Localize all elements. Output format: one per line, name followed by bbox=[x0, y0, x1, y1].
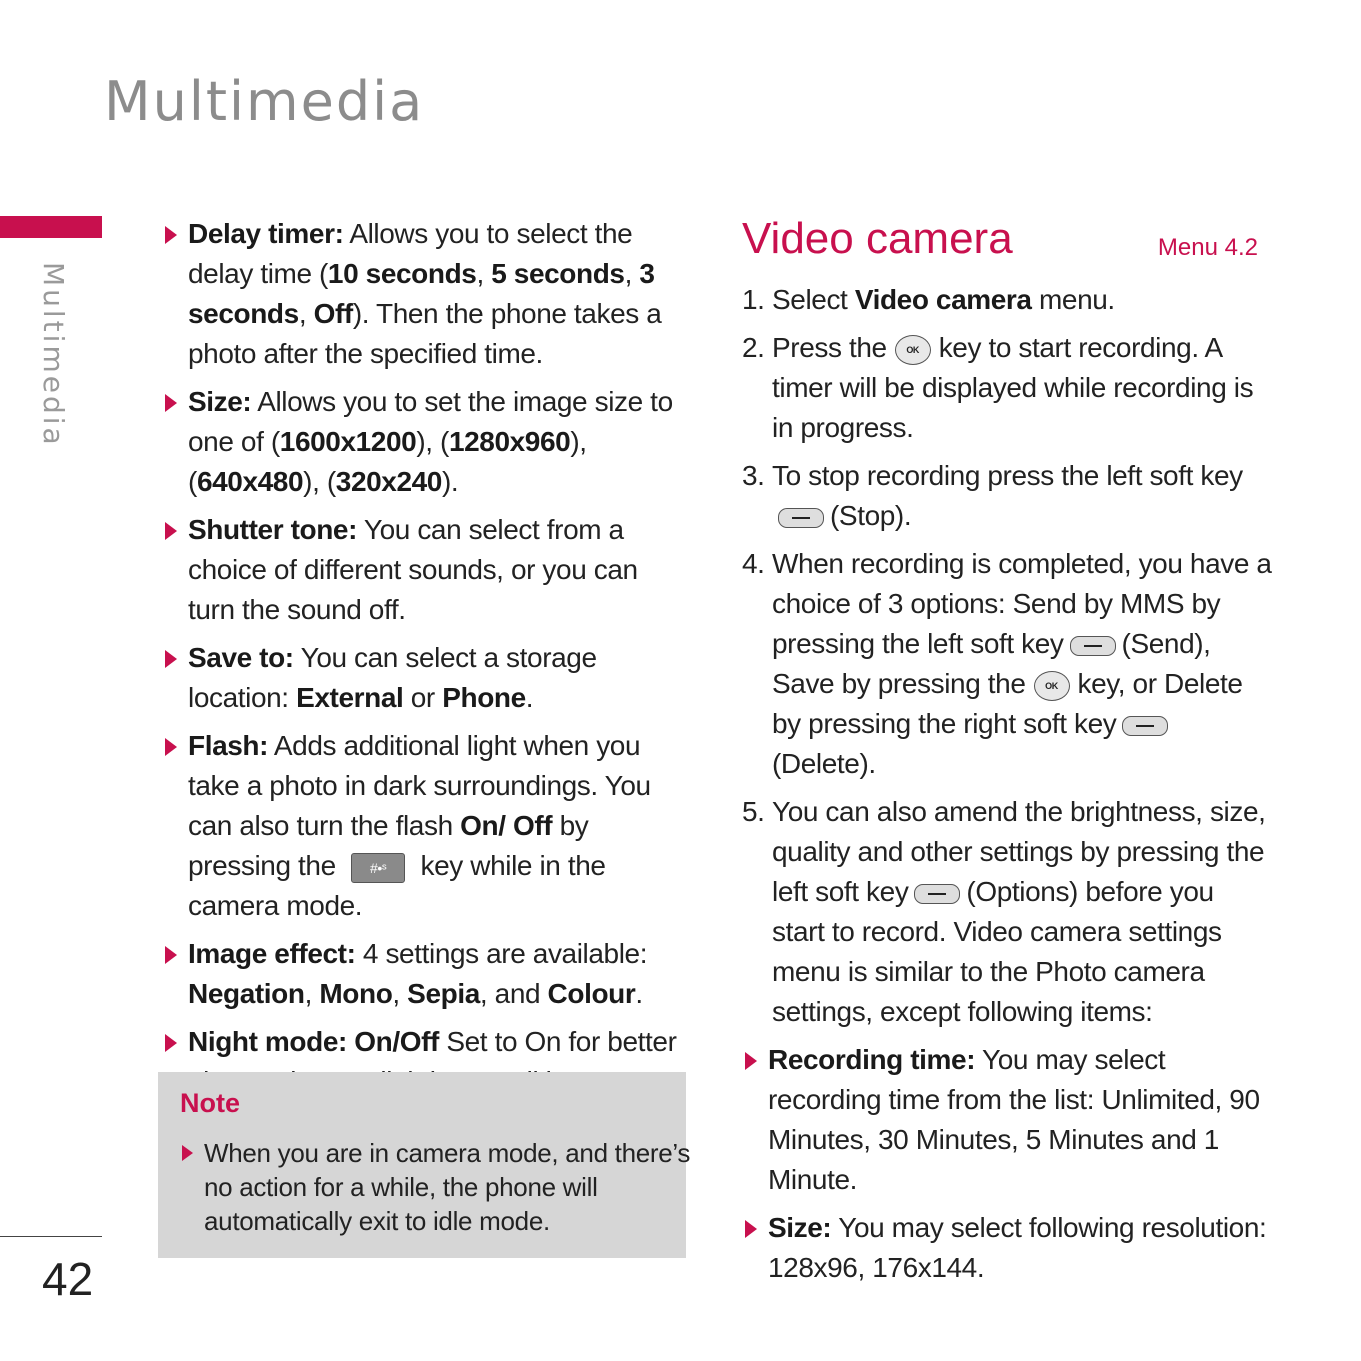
separator: ), ( bbox=[416, 426, 449, 457]
setting-label: Image effect: bbox=[188, 938, 356, 969]
option-value: Negation bbox=[188, 978, 305, 1009]
ok-key-icon: OK bbox=[895, 335, 931, 365]
bullet-arrow-icon bbox=[745, 1052, 757, 1070]
setting-image-effect bbox=[162, 934, 690, 1014]
setting-label: Size: bbox=[188, 386, 252, 417]
setting-recording-time bbox=[742, 1040, 1272, 1200]
step-number: 4. bbox=[742, 548, 765, 579]
page-number: 42 bbox=[42, 1253, 94, 1305]
option-value: Sepia bbox=[407, 978, 480, 1009]
setting-save-to bbox=[162, 638, 690, 718]
step-text: (Options) before you start to record. Video camera settings menu is similar to the Photo camera settings, except following items: bbox=[772, 876, 1222, 1027]
setting-text: You may select recording time from the list: Unlimited, 90 Minutes, 30 Minutes, 5 Minutes and 1 Minute. bbox=[768, 1044, 1260, 1195]
side-section-label: Multimedia bbox=[37, 262, 70, 448]
step-3 bbox=[742, 456, 1272, 536]
bullet-arrow-icon bbox=[165, 738, 177, 756]
setting-label: Shutter tone: bbox=[188, 514, 358, 545]
right-soft-key-icon bbox=[1122, 716, 1168, 736]
step-1 bbox=[742, 280, 1272, 320]
setting-flash bbox=[162, 726, 690, 926]
step-text: key, or Delete by pressing the right soft key bbox=[772, 668, 1243, 739]
bullet-arrow-icon bbox=[182, 1145, 193, 1161]
option-value: 3 seconds bbox=[188, 258, 655, 329]
setting-text: Allows you to select the delay time ( bbox=[188, 218, 633, 289]
section-title: Video camera bbox=[742, 214, 1013, 263]
option-value: Phone bbox=[442, 682, 526, 713]
section-header bbox=[742, 214, 1272, 280]
step-text: menu. bbox=[1031, 284, 1115, 315]
video-settings-list bbox=[742, 1040, 1272, 1288]
option-value: 320x240 bbox=[335, 466, 442, 497]
setting-label: Size: bbox=[768, 1212, 832, 1243]
setting-text: . bbox=[635, 978, 643, 1009]
bullet-arrow-icon bbox=[165, 650, 177, 668]
page-title: Multimedia bbox=[104, 70, 425, 133]
separator: , bbox=[304, 978, 320, 1009]
setting-label: Delay timer: bbox=[188, 218, 344, 249]
step-text: key to start recording. A timer will be displayed while recording is in progress. bbox=[772, 332, 1254, 443]
option-value: 640x480 bbox=[196, 466, 304, 497]
setting-video-size bbox=[742, 1208, 1272, 1288]
setting-text: You can select from a choice of different sounds, or you can turn the sound off. bbox=[188, 514, 638, 625]
separator: , bbox=[624, 258, 640, 289]
setting-delay-timer bbox=[162, 214, 690, 374]
left-soft-key-icon bbox=[914, 884, 960, 904]
step-number: 1. bbox=[742, 284, 765, 315]
separator: , and bbox=[479, 978, 548, 1009]
hash-key-icon: #•ˢ bbox=[351, 853, 405, 883]
menu-reference: Menu 4.2 bbox=[1157, 234, 1258, 261]
separator: ), ( bbox=[303, 466, 336, 497]
step-text: Select bbox=[772, 284, 855, 315]
step-text: (Delete). bbox=[772, 748, 876, 779]
setting-text: . bbox=[525, 682, 534, 713]
option-value: External bbox=[296, 682, 404, 713]
setting-text: ). bbox=[441, 466, 459, 497]
setting-text: by pressing the bbox=[188, 810, 589, 881]
setting-label: Recording time: bbox=[768, 1044, 976, 1075]
setting-shutter-tone bbox=[162, 510, 690, 630]
setting-label: Night mode: On/Off bbox=[188, 1026, 439, 1057]
step-text: (Send), Save by pressing the bbox=[772, 628, 1211, 699]
option-value: Colour bbox=[547, 978, 636, 1009]
left-column bbox=[162, 214, 690, 1110]
option-value: 1600x1200 bbox=[279, 426, 417, 457]
footer-rule bbox=[0, 1236, 102, 1237]
setting-label: Flash: bbox=[188, 730, 269, 761]
note-title: Note bbox=[180, 1088, 240, 1118]
right-column bbox=[742, 214, 1272, 1296]
setting-text: ). Then the phone takes a photo after the specified time. bbox=[188, 298, 662, 369]
note-text: When you are in camera mode, and there’s no action for a while, the phone will automatically exit to idle mode. bbox=[204, 1138, 691, 1236]
option-value: Off bbox=[313, 298, 353, 329]
option-value: 5 seconds bbox=[491, 258, 625, 289]
separator: ), ( bbox=[188, 426, 587, 497]
step-2 bbox=[742, 328, 1272, 448]
bullet-arrow-icon bbox=[165, 394, 177, 412]
left-soft-key-icon bbox=[1070, 636, 1116, 656]
setting-text: Adds additional light when you take a photo in dark surroundings. You can also turn the flash bbox=[188, 730, 651, 841]
setting-size bbox=[162, 382, 690, 502]
step-5 bbox=[742, 792, 1272, 1032]
step-text: You can also amend the brightness, size, quality and other settings by pressing the left soft key bbox=[772, 796, 1266, 907]
option-value: On/ Off bbox=[460, 810, 553, 841]
setting-text: You may select following resolution: 128x96, 176x144. bbox=[768, 1212, 1267, 1283]
option-value: 10 seconds bbox=[327, 258, 477, 289]
setting-text: Set to On for better bbox=[446, 1026, 677, 1057]
ok-key-icon: OK bbox=[1034, 671, 1070, 701]
step-number: 2. bbox=[742, 332, 765, 363]
setting-label: Save to: bbox=[188, 642, 294, 673]
step-text: (Stop). bbox=[830, 500, 912, 531]
note-box bbox=[158, 1072, 691, 1258]
bullet-arrow-icon bbox=[165, 1034, 177, 1052]
bullet-arrow-icon bbox=[165, 946, 177, 964]
separator: , bbox=[298, 298, 314, 329]
separator: , bbox=[476, 258, 492, 289]
bullet-arrow-icon bbox=[165, 226, 177, 244]
setting-text: key while in the camera mode. bbox=[188, 850, 606, 921]
setting-text: You can select a storage location: bbox=[188, 642, 597, 713]
step-text: Press the bbox=[772, 332, 887, 363]
bullet-arrow-icon bbox=[745, 1220, 757, 1238]
bullet-arrow-icon bbox=[165, 522, 177, 540]
option-value: Mono bbox=[319, 978, 393, 1009]
step-number: 3. bbox=[742, 460, 765, 491]
step-4 bbox=[742, 544, 1272, 784]
note-item bbox=[180, 1136, 694, 1238]
setting-text: 4 settings are available: bbox=[355, 938, 648, 969]
option-value: 1280x960 bbox=[448, 426, 571, 457]
side-accent-bar bbox=[0, 216, 102, 238]
menu-name: Video camera bbox=[854, 284, 1032, 315]
left-soft-key-icon bbox=[778, 508, 824, 528]
separator: or bbox=[403, 682, 443, 713]
step-text: To stop recording press the left soft key bbox=[772, 460, 1243, 491]
setting-text: Allows you to set the image size to one of ( bbox=[188, 386, 673, 457]
step-text: When recording is completed, you have a choice of 3 options: Send by MMS by pressing the left soft key bbox=[772, 548, 1272, 659]
step-number: 5. bbox=[742, 796, 765, 827]
separator: , bbox=[392, 978, 408, 1009]
